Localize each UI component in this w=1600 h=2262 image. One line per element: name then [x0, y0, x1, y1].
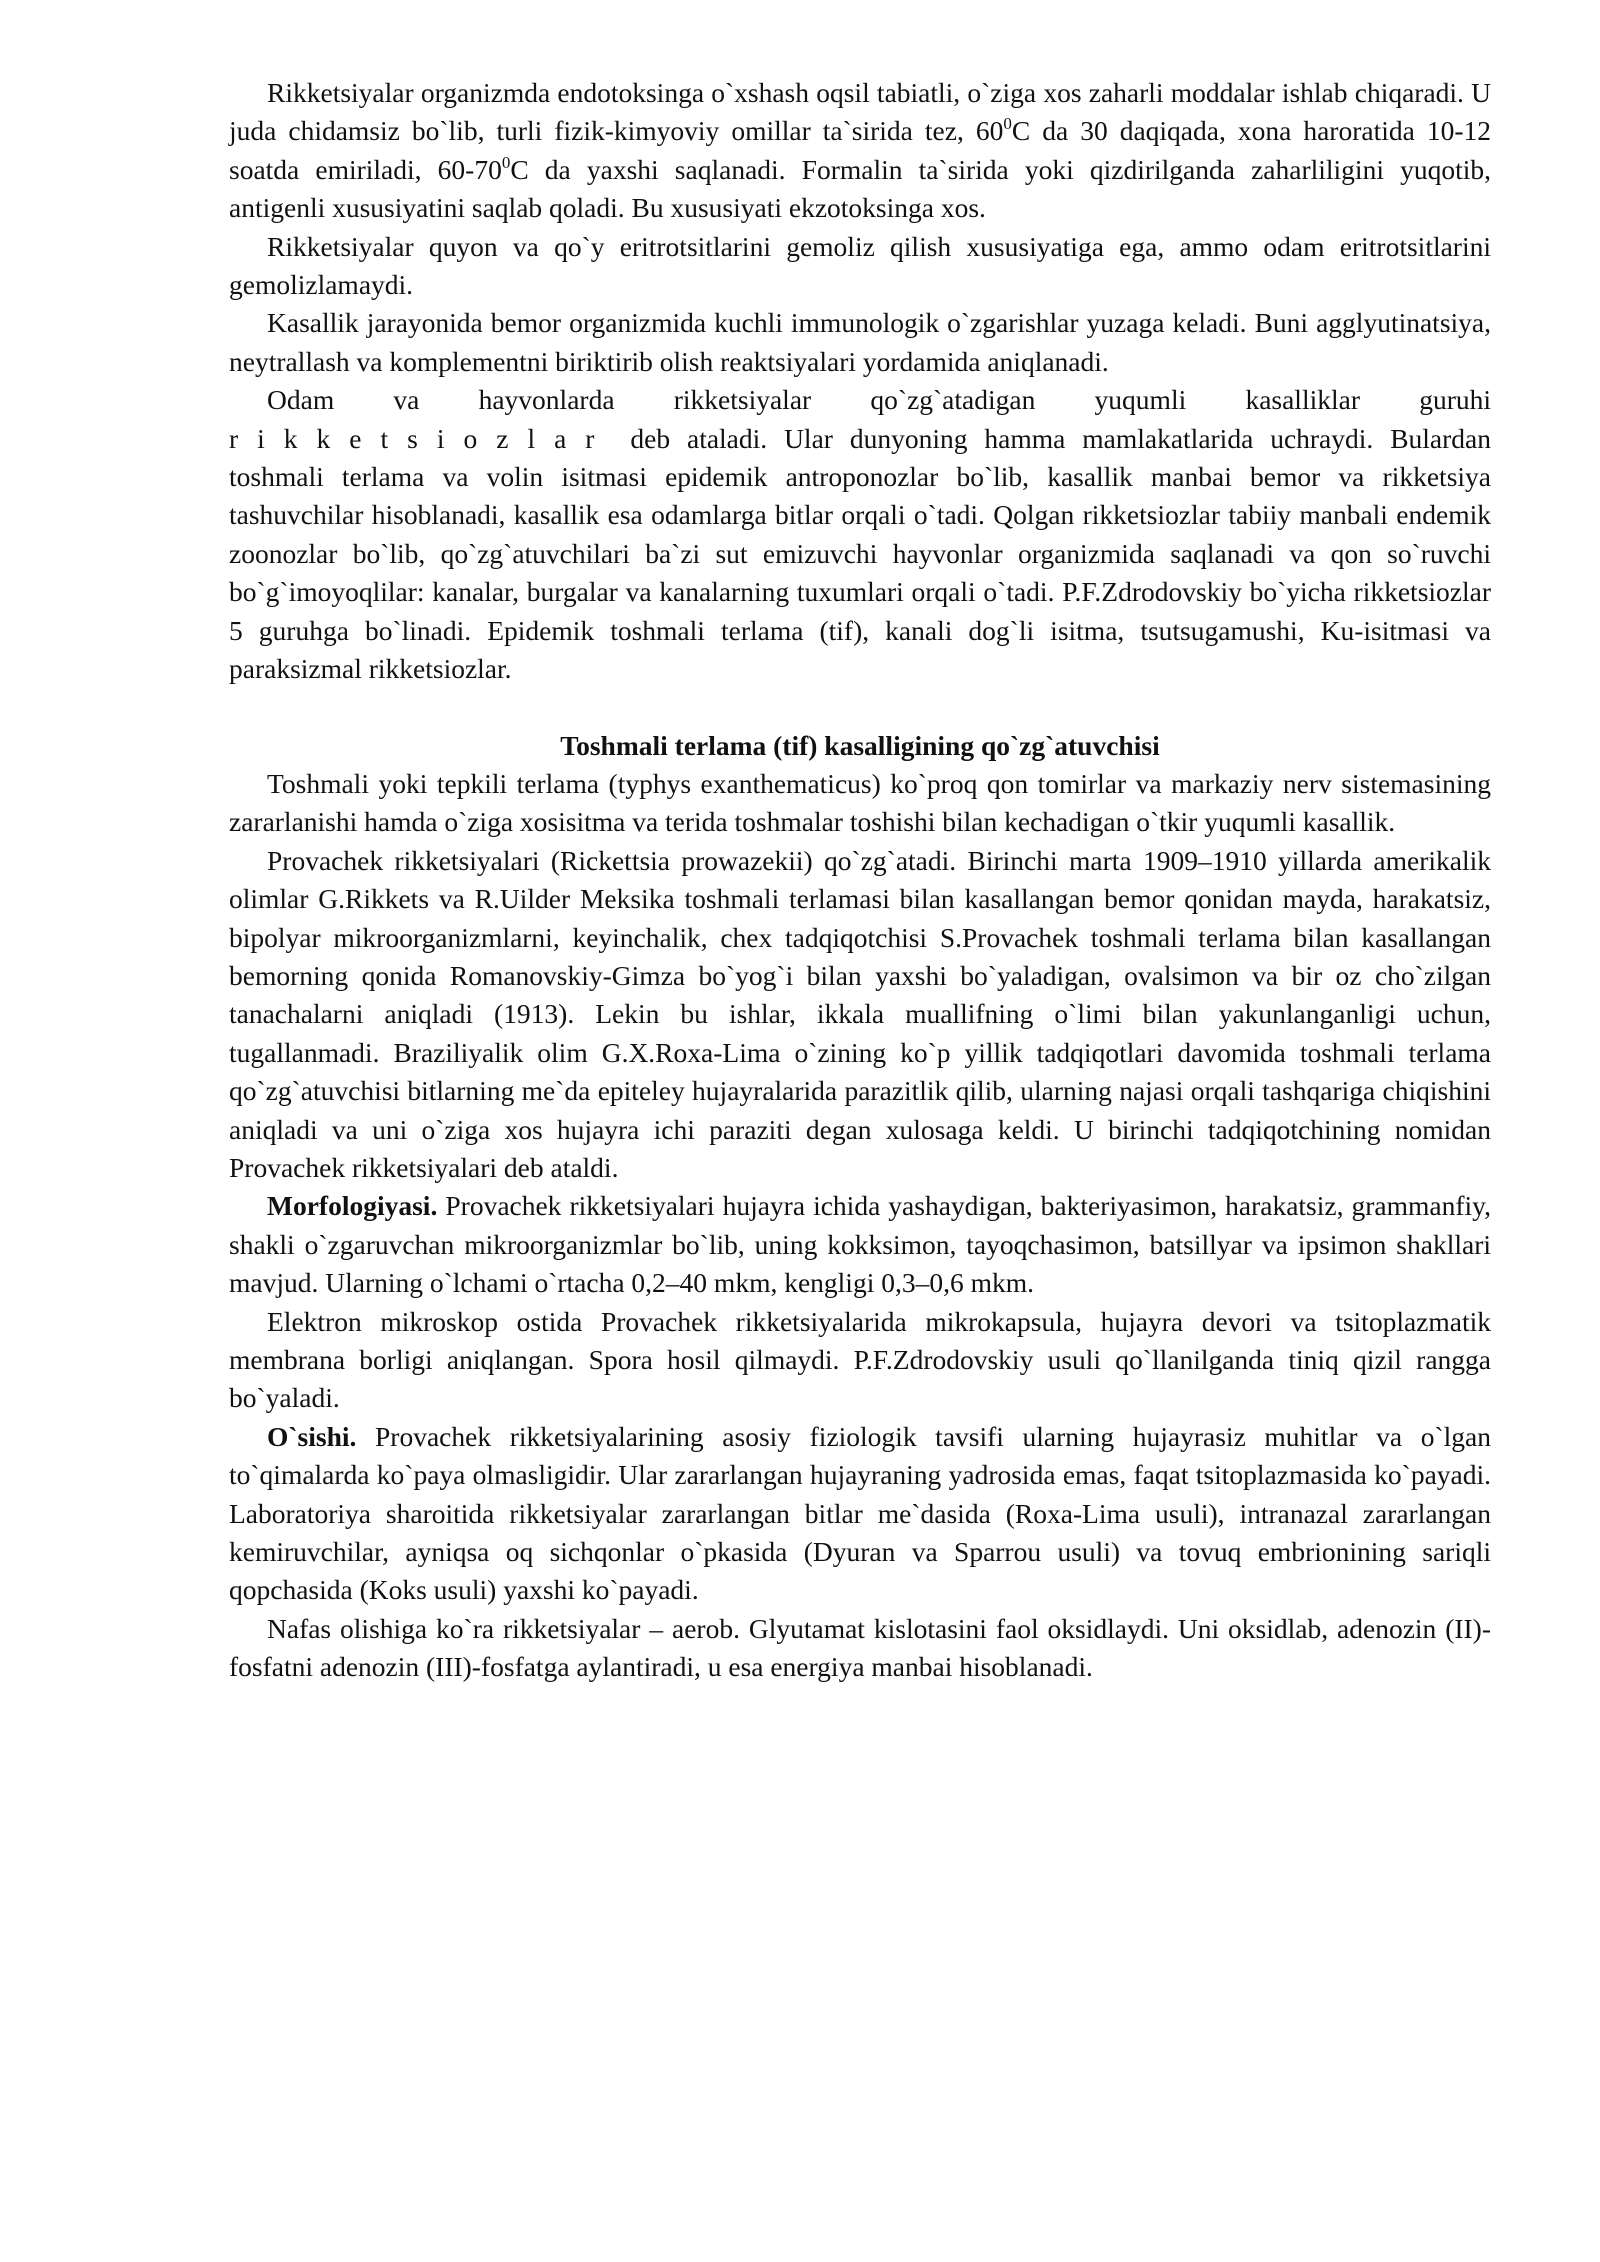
paragraph-4-line-1: Odam va hayvonlarda rikketsiyalar qo`zg`atadigan yuqumli kasalliklar guruhi — [267, 384, 1491, 416]
degree-superscript-1: 0 — [1003, 114, 1012, 134]
paragraph-2: Rikketsiyalar quyon va qo`y eritrotsitlarini gemoliz qilish xususiyatiga ega, ammo odam eritrotsitlarini gemolizlamaydi. — [229, 230, 1491, 301]
paragraph-1 — [229, 74, 1491, 228]
section-gap — [229, 689, 1491, 727]
growth-text: Provachek rikketsiyalarining asosiy fiziologik tavsifi ularning hujayrasiz muhitlar va o`lgan to`qimalarda ko`paya olmasligidir. Ular zararlangan hujayraning yadrosida emas, faqat tsitoplazmasida ko`payadi. Laboratoriya sharoitida rikketsiyalar zararlangan bitlar me`dasida (Roxa-Lima usuli), intranazal zararlangan kemiruvchilar, ayniqsa oq sichqonlar o`pkasida (Dyuran va Sparrou usuli) va tovuq embrionining sariqli qopchasida (Koks usuli) yaxshi ko`payadi. — [229, 1420, 1491, 1606]
paragraph-4-body — [229, 420, 1491, 689]
paragraph-3: Kasallik jarayonida bemor organizmida kuchli immunologik o`zgarishlar yuzaga keladi. Buni agglyutinatsiya, neytrallash va komplementni biriktirib olish reaktsiyalari yordamida aniqlanadi. — [229, 307, 1491, 377]
paragraph-6: Provachek rikketsiyalari (Rickettsia prowazekii) qo`zg`atadi. Birinchi marta 1909–1910 yillarda amerikalik olimlar G.Rikkets va R.Uilder Meksika toshmali terlamasi bilan kasallangan bemor qonidan mayda, harakatsiz, bipolyar mikroorganizmlarni, keyinchalik, chex tadqiqotchisi S.Provachek toshmali terlama bilan kasallangan bemorning qonida Romanovskiy-Gimza bo`yog`i bilan yaxshi bo`yaladigan, ovalsimon va bir oz cho`zilgan tanachalarni aniqladi (1913). Lekin bu ishlar, ikkala muallifning o`limi bilan yakunlanganligi uchun, tugallanmadi. Braziliyalik olim G.X.Roxa-Lima o`zining ko`p yillik tadqiqotlari davomida toshmali terlama qo`zg`atuvchisi bitlarning me`da epiteley hujayralarida parazitlik qilib, ularning najasi orqali tashqariga chiqishini aniqladi va uni o`ziga xos hujayra ichi paraziti degan xulosaga keldi. U birinchi tadqiqotchining nomidan Provachek rikketsiyalari deb ataldi. — [229, 844, 1491, 1183]
paragraph-growth — [229, 1418, 1491, 1610]
paragraph-1-text-a: Rikketsiyalar organizmda endotoksinga o`xshash oqsil tabiatli, o`ziga xos zaharli moddalar ishlab chiqaradi. U juda chidamsiz bo`lib, turli fizik-kimyoviy omillar ta`sirida tez, 60 — [229, 77, 1491, 147]
growth-label: O`sishi. — [267, 1420, 357, 1452]
paragraph-10: Nafas olishiga ko`ra rikketsiyalar – aerob. Glyutamat kislotasini faol oksidlaydi. Uni oksidlab, adenozin (II)-fosfatni adenozin (III)-fosfatga aylantiradi, u esa energiya manbai hisoblanadi. — [229, 1612, 1491, 1683]
section-heading: Toshmali terlama (tif) kasalligining qo`zg`atuvchisi — [560, 729, 1160, 761]
paragraph-morphology — [229, 1187, 1491, 1302]
document-page — [229, 74, 1491, 1687]
paragraph-5: Toshmali yoki tepkili terlama (typhys exanthematicus) ko`proq qon tomirlar va markaziy nerv sistemasining zararlanishi hamda o`ziga xosisitma va terida toshmalar toshishi bilan kechadigan o`tkir yuqumli kasallik. — [229, 767, 1491, 838]
paragraph-8: Elektron mikroskop ostida Provachek rikketsiyalarida mikrokapsula, hujayra devori va tsitoplazmatik membrana borligi aniqlangan. Spora hosil qilmaydi. P.F.Zdrodovskiy usuli qo`llanilganda tiniq qizil rangga bo`yaladi. — [229, 1305, 1491, 1414]
spaced-term: rikketsiozlar — [229, 422, 614, 454]
paragraph-1-text-c: C da yaxshi saqlanadi. Formalin ta`sirida yoki qizdirilganda zaharliligini yuqotib, antigenli xususiyatini saqlab qoladi. Bu xususiyati ekzotoksinga xos. — [229, 153, 1491, 224]
morphology-label: Morfologiyasi. — [267, 1190, 438, 1222]
morphology-text: Provachek rikketsiyalari hujayra ichida yashaydigan, bakteriyasimon, harakatsiz, grammanfiy, shakli o`zgaruvchan mikroorganizmlar bo`lib, uning kokksimon, tayoqchasimon, batsillyar va ipsimon shakllari mavjud. Ularning o`lchami o`rtacha 0,2–40 mkm, kengligi 0,3–0,6 mkm. — [229, 1190, 1491, 1299]
degree-superscript-2: 0 — [501, 152, 511, 172]
paragraph-4-text: deb ataladi. Ular dunyoning hamma mamlakatlarida uchraydi. Bulardan toshmali terlama va volin isitmasi epidemik antroponozlar bo`lib, kasallik manbai bemor va rikketsiya tashuvchilar hisoblanadi, kasallik esa odamlarga bitlar orqali o`tadi. Qolgan rikketsiozlar tabiiy manbali endemik zoonozlar bo`lib, qo`zg`atuvchilari ba`zi sut emizuvchi hayvonlar organizmida saqlanadi va qon so`ruvchi bo`g`imoyoqlilar: kanalar, burgalar va kanalarning tuxumlari orqali o`tadi. P.F.Zdrodovskiy bo`yicha rikketsiozlar 5 guruhga bo`linadi. Epidemik toshmali terlama (tif), kanali dog`li isitma, tsutsugamushi, Ku-isitmasi va paraksizmal rikketsiozlar. — [229, 422, 1491, 685]
paragraph-1-text-b: C da 30 daqiqada, xona haroratida 10-12 soatda emiriladi, 60-70 — [229, 115, 1491, 185]
